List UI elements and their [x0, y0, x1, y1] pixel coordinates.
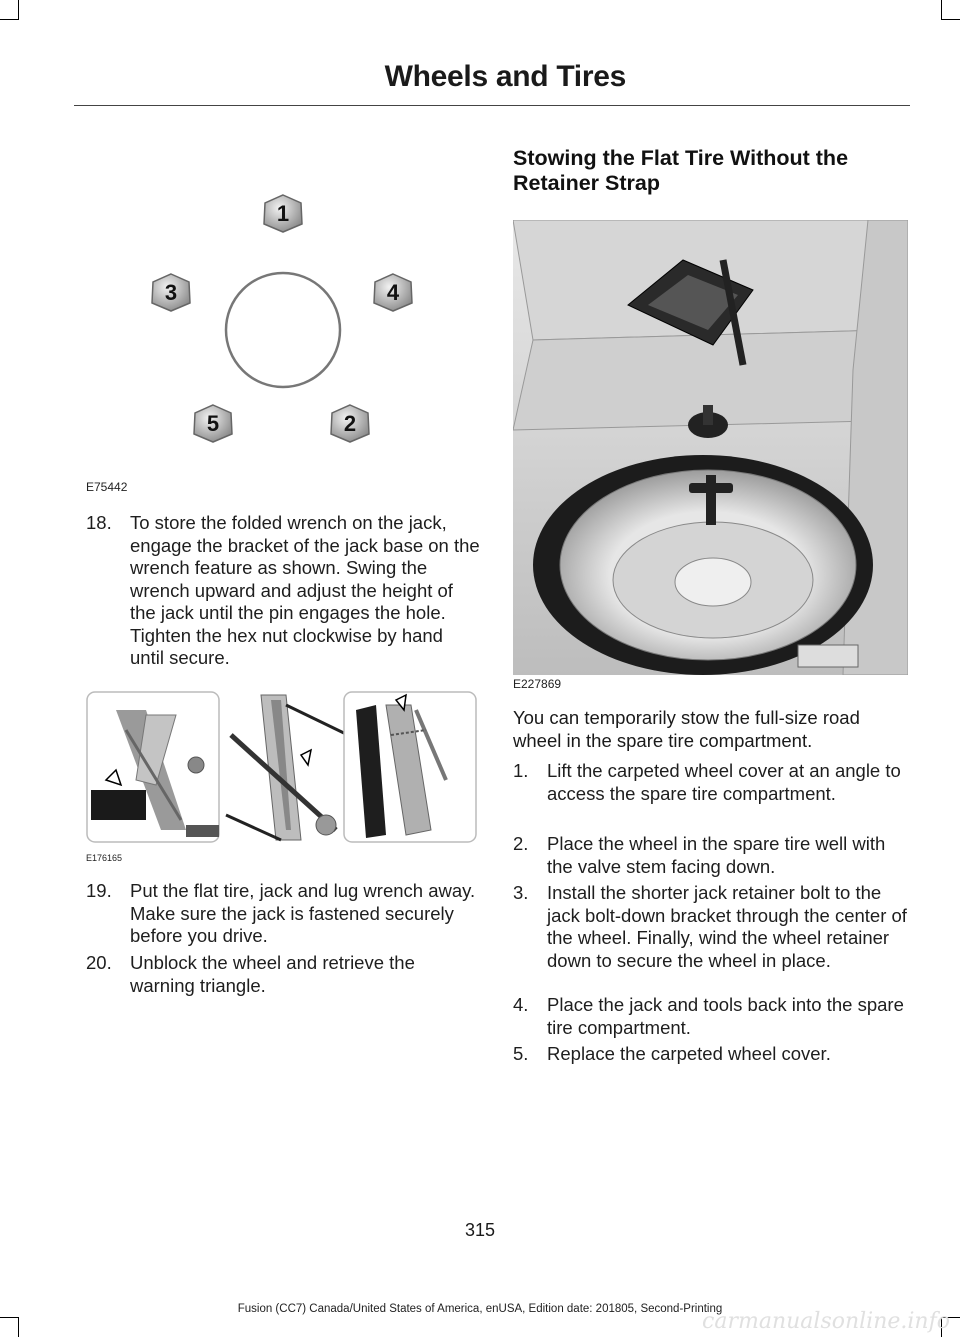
step-item — [513, 760, 908, 805]
step-number: 18. — [86, 512, 112, 533]
crop-mark — [0, 19, 19, 20]
page-title: Wheels and Tires — [384, 60, 626, 93]
step-number: 4. — [513, 994, 529, 1015]
jack-panel-left — [87, 692, 219, 842]
spare-tire-well-figure — [513, 220, 908, 675]
jack-panel-center — [226, 695, 348, 840]
crop-mark — [941, 0, 942, 20]
lug-number: 5 — [206, 411, 220, 436]
step-item — [513, 833, 908, 878]
crop-mark — [18, 0, 19, 20]
lug-nut — [331, 405, 369, 442]
step-text: Unblock the wheel and retrieve the warning triangle. — [130, 952, 415, 996]
lug-number: 1 — [276, 201, 290, 226]
page-number: 315 — [464, 1220, 496, 1240]
step-text: Put the flat tire, jack and lug wrench away. Make sure the jack is fastened securely before you drive. — [130, 880, 476, 946]
step-text: Replace the carpeted wheel cover. — [547, 1043, 831, 1064]
step-number: 1. — [513, 760, 529, 781]
step-text: Lift the carpeted wheel cover at an angle to access the spare tire compartment. — [547, 760, 901, 804]
step-number: 20. — [86, 952, 112, 973]
step-text: Install the shorter jack retainer bolt to the jack bolt-down bracket through the center of the wheel. Finally, wind the wheel retainer down to secure the wheel in place. — [547, 882, 907, 971]
crop-mark — [18, 1317, 19, 1337]
step-number: 5. — [513, 1043, 529, 1064]
step-item — [86, 952, 480, 997]
crop-mark — [941, 19, 960, 20]
step-number: 2. — [513, 833, 529, 854]
step-item — [86, 880, 480, 948]
crop-mark — [0, 1317, 19, 1318]
step-item — [513, 1043, 908, 1066]
header-divider — [74, 105, 910, 106]
section-heading: Stowing the Flat Tire Without the Retainer Strap — [513, 146, 849, 195]
lug-nut — [194, 405, 232, 442]
lug-number: 2 — [343, 411, 357, 436]
figure-code: E75442 — [86, 480, 128, 494]
intro-paragraph: You can temporarily stow the full-size road wheel in the spare tire compartment. — [513, 707, 860, 751]
step-item — [513, 882, 908, 972]
step-item — [513, 994, 908, 1039]
hub-circle — [226, 273, 340, 387]
lug-number: 3 — [164, 280, 178, 305]
step-text: To store the folded wrench on the jack, engage the bracket of the jack base on the wrench feature as shown. Swing the wrench upward and adjust the height of the jack until the pin engages the hole. Tighten the hex nut clockwise by hand until secure. — [130, 512, 480, 668]
watermark: carmanualsonline.info — [702, 1309, 950, 1334]
lug-sequence-figure — [140, 190, 430, 450]
step-text: Place the wheel in the spare tire well with the valve stem facing down. — [547, 833, 886, 877]
lug-nut — [374, 274, 412, 311]
figure-code: E227869 — [513, 677, 562, 691]
lug-number: 4 — [386, 280, 400, 305]
step-item — [86, 512, 480, 670]
jack-wrench-figure — [86, 690, 478, 850]
lug-nut — [264, 195, 302, 232]
jack-panel-right — [344, 692, 476, 842]
footer-text: Fusion (CC7) Canada/United States of America, enUSA, Edition date: 201805, Second-Printing — [237, 1303, 723, 1315]
lug-nut — [152, 274, 190, 311]
step-number: 19. — [86, 880, 112, 901]
figure-code: E176165 — [86, 853, 123, 863]
step-text: Place the jack and tools back into the spare tire compartment. — [547, 994, 904, 1038]
step-number: 3. — [513, 882, 529, 903]
